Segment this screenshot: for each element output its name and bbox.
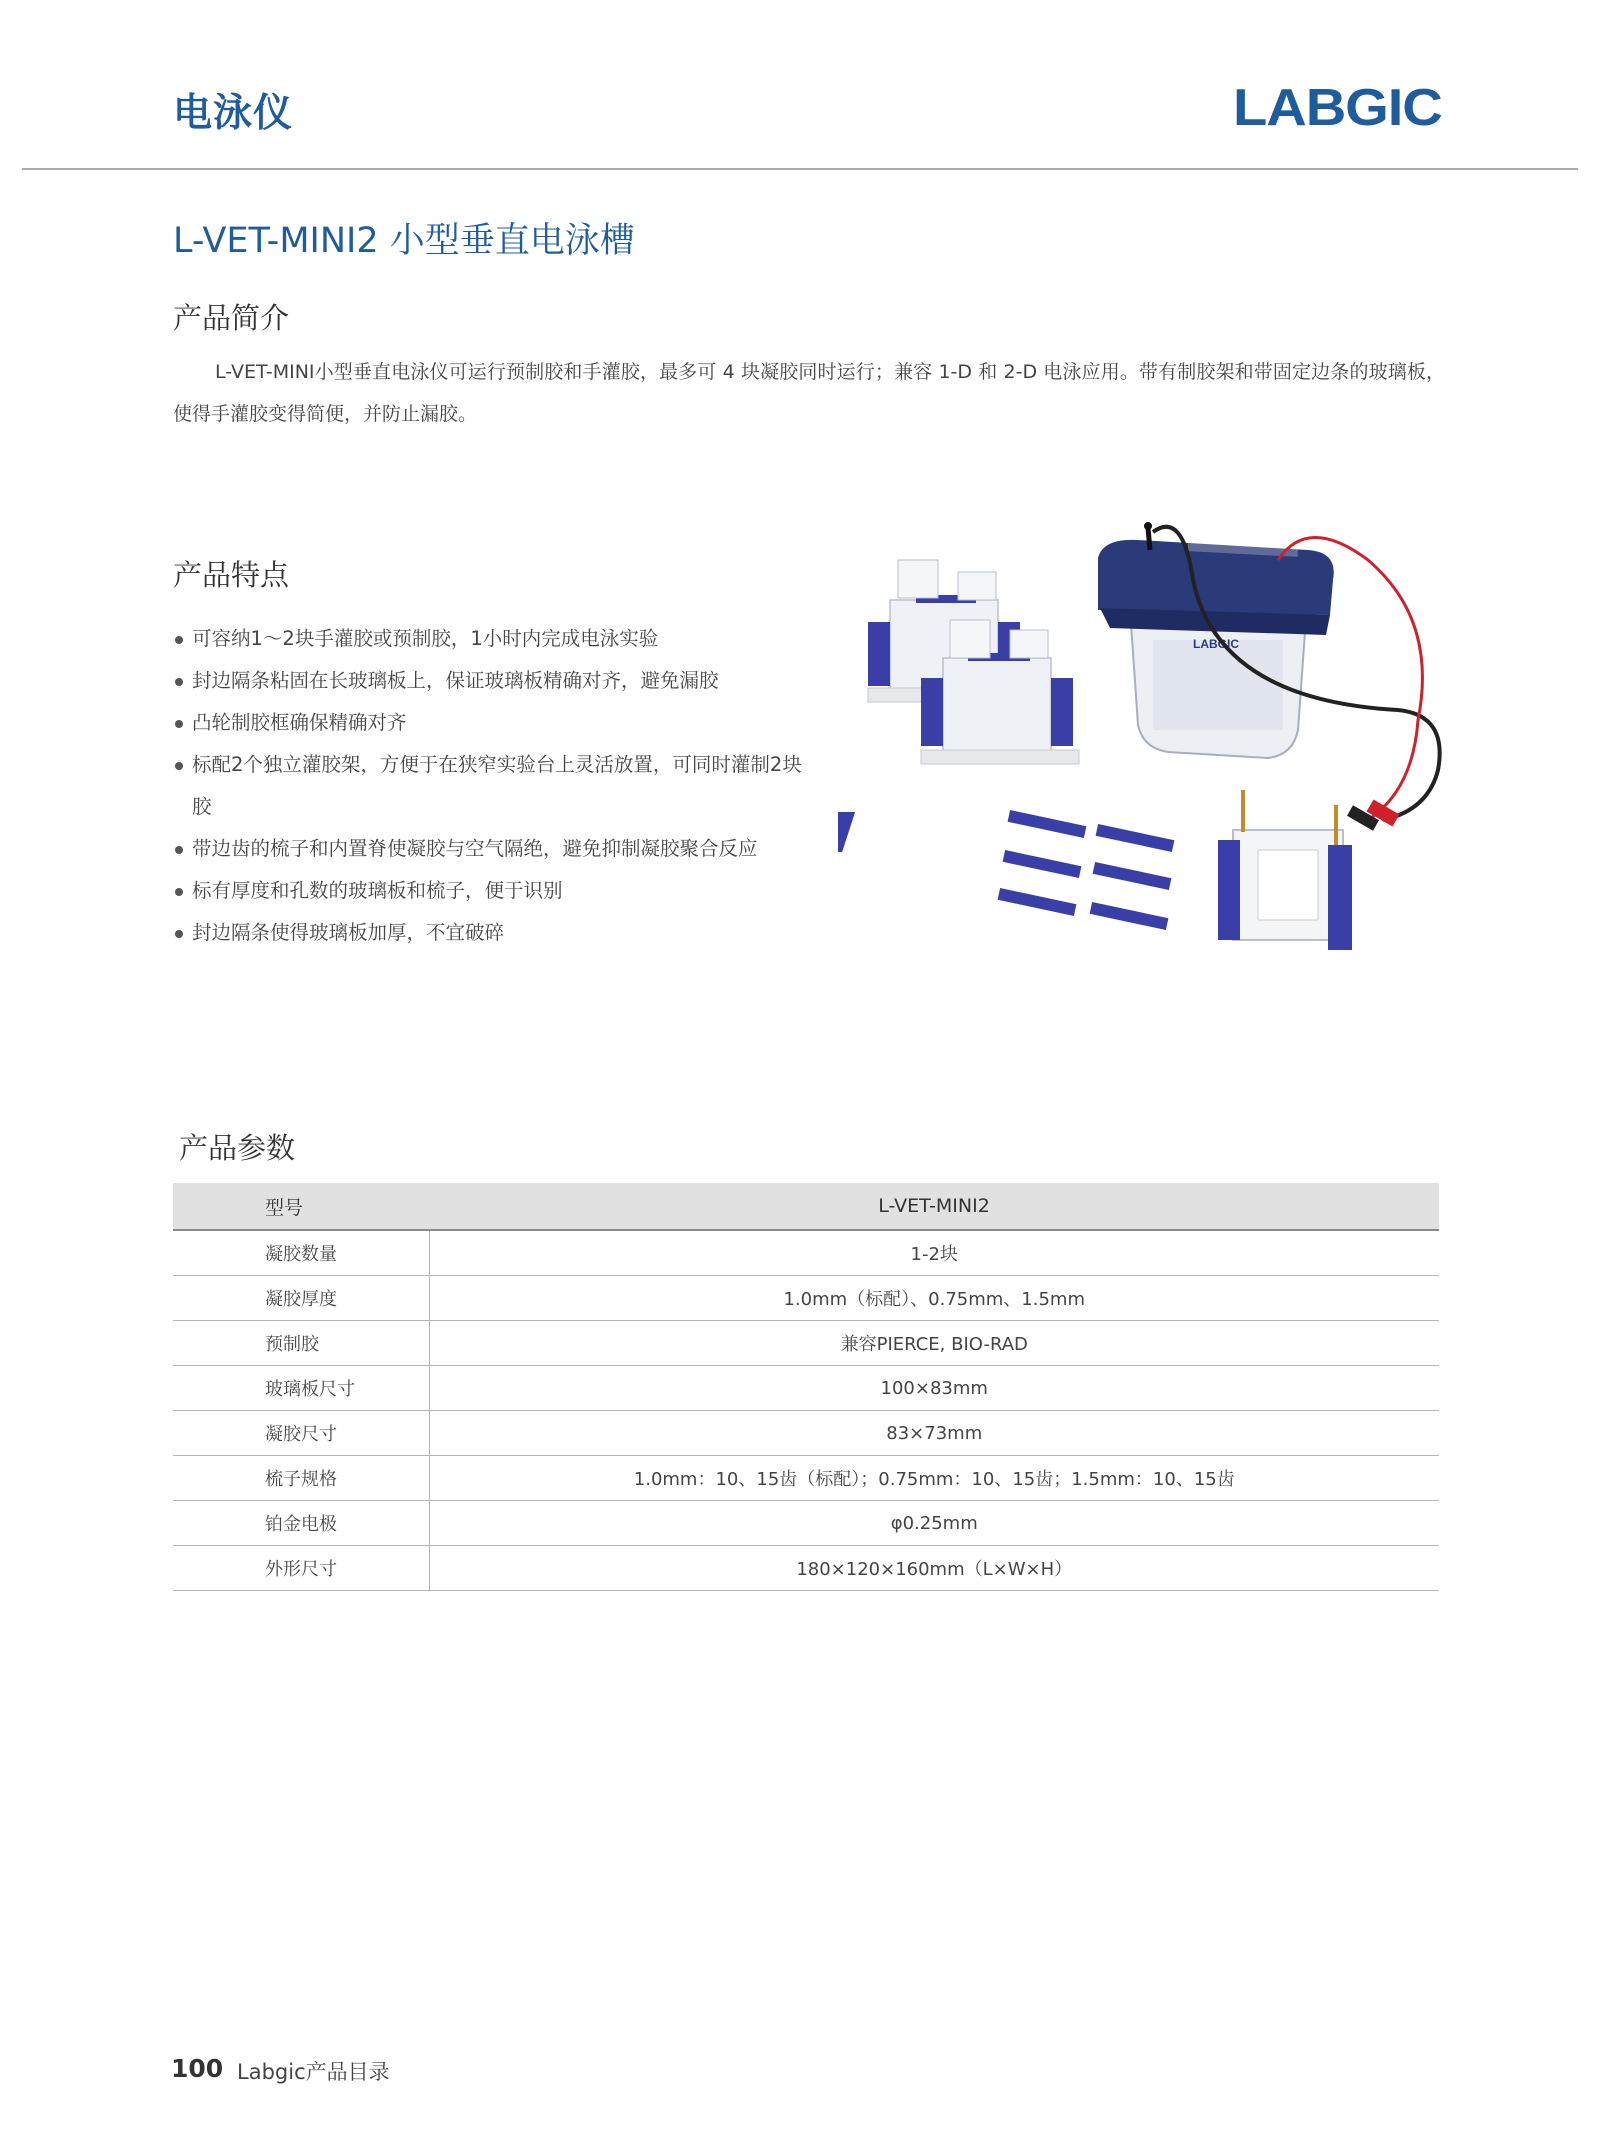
feature-item: 封边隔条使得玻璃板加厚，不宜破碎 xyxy=(173,912,813,954)
spec-key: 凝胶尺寸 xyxy=(173,1411,429,1456)
spec-key: 外形尺寸 xyxy=(173,1546,429,1591)
table-row xyxy=(173,1366,1439,1411)
spec-value: 1.0mm：10、15齿（标配）；0.75mm：10、15齿；1.5mm：10、15齿 xyxy=(429,1456,1439,1501)
catalog-label: Labgic产品目录 xyxy=(237,2060,390,2084)
electrode-module xyxy=(1218,790,1352,950)
page-number: 100 xyxy=(171,2054,224,2083)
spec-key: 铂金电极 xyxy=(173,1501,429,1546)
spec-value: 83×73mm xyxy=(429,1411,1439,1456)
intro-paragraph: L-VET-MINI小型垂直电泳仪可运行预制胶和手灌胶，最多可 4 块凝胶同时运行；兼容 1-D 和 2-D 电泳应用。带有制胶架和带固定边条的玻璃板，使得手灌胶变得简便，并防止漏胶。 xyxy=(173,361,1445,425)
table-row xyxy=(173,1456,1439,1501)
features-heading: 产品特点 xyxy=(173,558,290,592)
spec-key: 梳子规格 xyxy=(173,1456,429,1501)
feature-item: 凸轮制胶框确保精确对齐 xyxy=(173,702,813,744)
spec-value: 兼容PIERCE, BIO-RAD xyxy=(429,1321,1439,1366)
intro-heading: 产品简介 xyxy=(173,301,290,335)
svg-text:LABGIC: LABGIC xyxy=(1193,637,1239,651)
combs xyxy=(998,810,1175,930)
product-title: L-VET-MINI2 小型垂直电泳槽 xyxy=(173,221,635,261)
category-title: 电泳仪 xyxy=(173,91,294,136)
glass-plates xyxy=(838,812,855,938)
spec-header-row xyxy=(173,1183,1439,1230)
specs-heading: 产品参数 xyxy=(179,1131,296,1165)
spec-header-key: 型号 xyxy=(173,1183,429,1230)
feature-item: 带边齿的梳子和内置脊使凝胶与空气隔绝，避免抑制凝胶聚合反应 xyxy=(173,828,813,870)
table-row xyxy=(173,1276,1439,1321)
header-divider xyxy=(22,168,1578,170)
spec-value: φ0.25mm xyxy=(429,1501,1439,1546)
table-row xyxy=(173,1321,1439,1366)
spec-table xyxy=(173,1183,1439,1591)
brand-logo: LABGIC xyxy=(1233,79,1442,137)
table-row xyxy=(173,1230,1439,1276)
spec-key: 预制胶 xyxy=(173,1321,429,1366)
spec-value: 1-2块 xyxy=(429,1230,1439,1276)
spec-value: 1.0mm（标配）、0.75mm、1.5mm xyxy=(429,1276,1439,1321)
feature-item: 标配2个独立灌胶架，方便于在狭窄实验台上灵活放置，可同时灌制2块胶 xyxy=(173,744,813,828)
electrophoresis-tank xyxy=(1098,522,1334,758)
product-illustration xyxy=(838,520,1458,970)
table-row xyxy=(173,1411,1439,1456)
feature-item: 封边隔条粘固在长玻璃板上，保证玻璃板精确对齐，避免漏胶 xyxy=(173,660,813,702)
spec-value: 100×83mm xyxy=(429,1366,1439,1411)
spec-value: 180×120×160mm（L×W×H） xyxy=(429,1546,1439,1591)
spec-key: 玻璃板尺寸 xyxy=(173,1366,429,1411)
features-list xyxy=(173,618,813,954)
spec-key: 凝胶厚度 xyxy=(173,1276,429,1321)
table-row xyxy=(173,1501,1439,1546)
table-row xyxy=(173,1546,1439,1591)
spec-header-value: L-VET-MINI2 xyxy=(429,1183,1439,1230)
feature-item: 标有厚度和孔数的玻璃板和梳子，便于识别 xyxy=(173,870,813,912)
feature-item: 可容纳1～2块手灌胶或预制胶，1小时内完成电泳实验 xyxy=(173,618,813,660)
spec-key: 凝胶数量 xyxy=(173,1230,429,1276)
